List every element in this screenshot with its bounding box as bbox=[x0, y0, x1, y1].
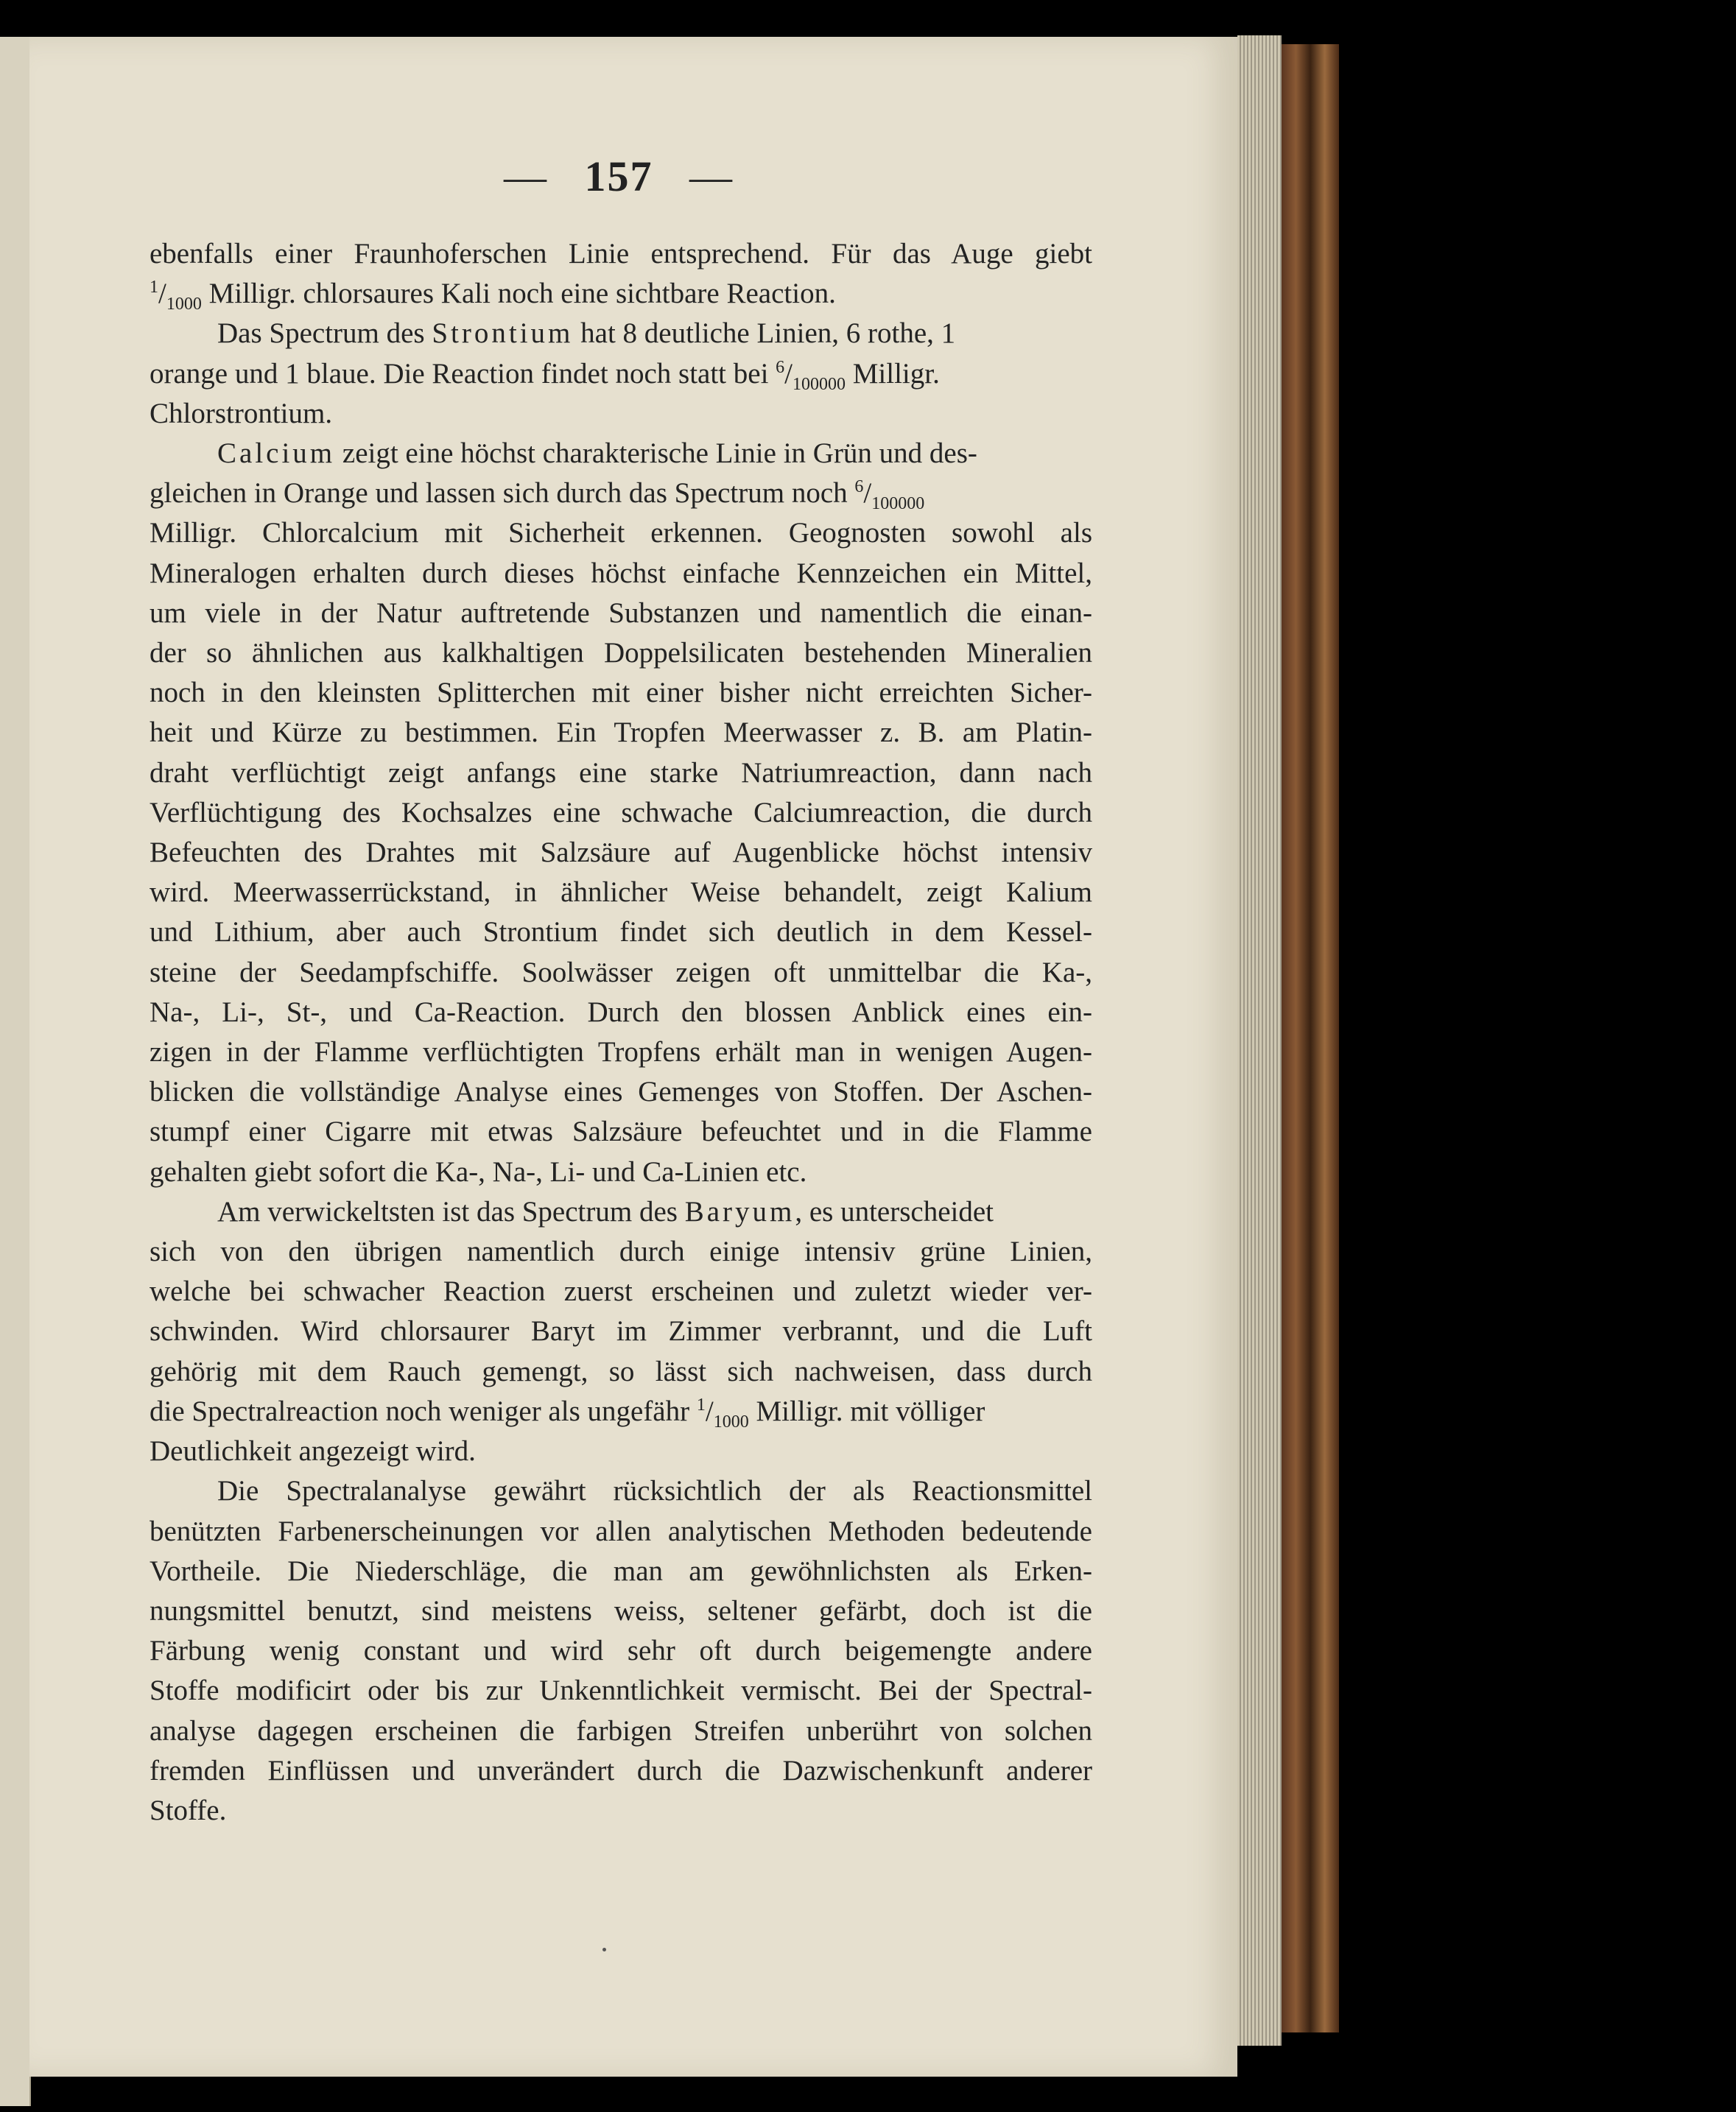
text-line: analyse dagegen erscheinen die farbigen Streifen unberührt von solchen bbox=[150, 1714, 1092, 1747]
text-line: sich von den übrigen namentlich durch einige intensiv grüne Linien, bbox=[150, 1236, 1092, 1268]
text-line: wird. Meerwasserrückstand, in ähnlicher Weise behandelt, zeigt Kalium bbox=[150, 876, 1092, 909]
text-line: die Spectralreaction noch weniger als ungefähr $^1/_{1000}$ Milligr. mit völliger bbox=[150, 1395, 985, 1432]
text-line: zigen in der Flamme verflüchtigten Tropfens erhält man in wenigen Augen- bbox=[150, 1036, 1092, 1069]
emphasized-word: Strontium bbox=[432, 317, 574, 350]
page-number-value: 157 bbox=[584, 152, 653, 200]
text-line: stumpf einer Cigarre mit etwas Salzsäure befeuchtet und in die Flamme bbox=[150, 1116, 1092, 1148]
fraction-denominator: 100000 bbox=[871, 494, 925, 514]
text-segment: Milligr. chlorsaures Kali noch eine sichtbare Reaction. bbox=[208, 278, 836, 310]
page-number-prefix: — bbox=[504, 152, 548, 200]
text-segment: gleichen in Orange und lassen sich durch das Spectrum noch bbox=[150, 477, 848, 510]
text-line: gleichen in Orange und lassen sich durch das Spectrum noch $^6/_{100000}$ bbox=[150, 477, 925, 514]
book-binding bbox=[1282, 44, 1339, 2032]
text-line: draht verflüchtigt zeigt anfangs eine starke Natriumreaction, dann nach bbox=[150, 756, 1092, 789]
text-line: orange und 1 blaue. Die Reaction findet noch statt bei $^6/_{100000}$ Milligr. bbox=[150, 357, 940, 394]
left-page-edge bbox=[0, 37, 31, 2106]
fraction-denominator: 100000 bbox=[793, 374, 846, 394]
text-line: schwinden. Wird chlorsaurer Baryt im Zimmer verbrannt, und die Luft bbox=[150, 1315, 1092, 1348]
text-line: um viele in der Natur auftretende Substanzen und namentlich die einan- bbox=[150, 596, 1092, 629]
page-number bbox=[0, 151, 1237, 203]
text-line: benützten Farbenerscheinungen vor allen analytischen Methoden bedeutende bbox=[150, 1515, 1092, 1547]
text-segment: Das Spectrum des bbox=[217, 317, 425, 350]
text-line: Die Spectralanalyse gewährt rücksichtlich der als Reactionsmittel bbox=[217, 1475, 1092, 1507]
print-mark bbox=[602, 1948, 606, 1951]
page-edges bbox=[1237, 35, 1282, 2046]
text-segment: hat 8 deutliche Linien, 6 rothe, 1 bbox=[580, 317, 956, 350]
text-line bbox=[150, 434, 1092, 474]
emphasized-word: Baryum bbox=[684, 1195, 795, 1228]
text-line bbox=[150, 314, 1092, 353]
text-segment: die Spectralreaction noch weniger als ungefähr bbox=[150, 1395, 690, 1427]
text-line: Vortheile. Die Niederschläge, die man am gewöhnlichsten als Erken- bbox=[150, 1555, 1092, 1587]
text-segment: Am verwickeltsten ist das Spectrum des bbox=[217, 1195, 678, 1228]
text-line: Stoffe. bbox=[150, 1794, 227, 1826]
fraction-denominator: 1000 bbox=[713, 1412, 749, 1432]
text-line: $^1/_{1000}$ Milligr. chlorsaures Kali noch eine sichtbare Reaction. bbox=[150, 278, 836, 314]
page-number-suffix: — bbox=[689, 152, 734, 200]
fraction-numerator: 1 bbox=[150, 278, 158, 298]
text-line bbox=[150, 1192, 1092, 1232]
text-line: heit und Kürze zu bestimmen. Ein Tropfen Meerwasser z. B. am Platin- bbox=[150, 717, 1092, 749]
text-line: Chlorstrontium. bbox=[150, 397, 333, 429]
text-line: Befeuchten des Drahtes mit Salzsäure auf Augenblicke höchst intensiv bbox=[150, 837, 1092, 869]
text-line: ebenfalls einer Fraunhoferschen Linie entsprechend. Für das Auge giebt bbox=[150, 238, 1092, 270]
text-segment: zeigt eine höchst charakterische Linie in Grün und des- bbox=[342, 437, 977, 470]
paragraph bbox=[150, 1471, 1092, 1831]
text-line: noch in den kleinsten Splitterchen mit einer bisher nicht erreichten Sicher- bbox=[150, 677, 1092, 709]
fraction-numerator: 6 bbox=[854, 477, 864, 497]
text-line: Milligr. Chlorcalcium mit Sicherheit erkennen. Geognosten sowohl als bbox=[150, 517, 1092, 549]
paragraph bbox=[150, 434, 1092, 1192]
text-line: Stoffe modificirt oder bis zur Unkenntlichkeit vermischt. Bei der Spectral- bbox=[150, 1675, 1092, 1707]
text-line: der so ähnlichen aus kalkhaltigen Doppelsilicaten bestehenden Mineralien bbox=[150, 637, 1092, 669]
text-segment: Milligr. mit völliger bbox=[756, 1395, 985, 1427]
text-line: Mineralogen erhalten durch dieses höchst einfache Kennzeichen ein Mittel, bbox=[150, 557, 1092, 589]
text-line: welche bei schwacher Reaction zuerst erscheinen und zuletzt wieder ver- bbox=[150, 1275, 1092, 1308]
paragraph bbox=[150, 1192, 1092, 1471]
text-line: steine der Seedampfschiffe. Soolwässer zeigen oft unmittelbar die Ka-, bbox=[150, 956, 1092, 988]
text-line: fremden Einflüssen und unverändert durch die Dazwischenkunft anderer bbox=[150, 1754, 1092, 1787]
text-line: und Lithium, aber auch Strontium findet sich deutlich in dem Kessel- bbox=[150, 916, 1092, 948]
text-segment: Milligr. bbox=[852, 357, 940, 390]
text-line: Verflüchtigung des Kochsalzes eine schwache Calciumreaction, die durch bbox=[150, 796, 1092, 828]
emphasized-word: Calcium bbox=[217, 437, 336, 470]
text-line: gehalten giebt sofort die Ka-, Na-, Li- und Ca-Linien etc. bbox=[150, 1155, 807, 1188]
fraction-numerator: 6 bbox=[776, 357, 785, 377]
text-line: blicken die vollständige Analyse eines Gemenges von Stoffen. Der Aschen- bbox=[150, 1076, 1092, 1108]
paragraph bbox=[150, 234, 1092, 314]
paragraph bbox=[150, 314, 1092, 434]
fraction-numerator: 1 bbox=[696, 1395, 706, 1415]
text-line: nungsmittel benutzt, sind meistens weiss, seltener gefärbt, doch ist die bbox=[150, 1594, 1092, 1627]
text-line: Färbung wenig constant und wird sehr oft durch beigemengte andere bbox=[150, 1635, 1092, 1667]
text-line: gehörig mit dem Rauch gemengt, so lässt sich nachweisen, dass durch bbox=[150, 1355, 1092, 1387]
text-segment: , es unterscheidet bbox=[795, 1195, 994, 1228]
fraction-denominator: 1000 bbox=[166, 295, 202, 314]
text-line: Na-, Li-, St-, und Ca-Reaction. Durch den blossen Anblick eines ein- bbox=[150, 996, 1092, 1028]
body-text bbox=[150, 234, 1092, 1831]
text-line: Deutlichkeit angezeigt wird. bbox=[150, 1435, 476, 1468]
text-segment: orange und 1 blaue. Die Reaction findet noch statt bei bbox=[150, 357, 769, 390]
